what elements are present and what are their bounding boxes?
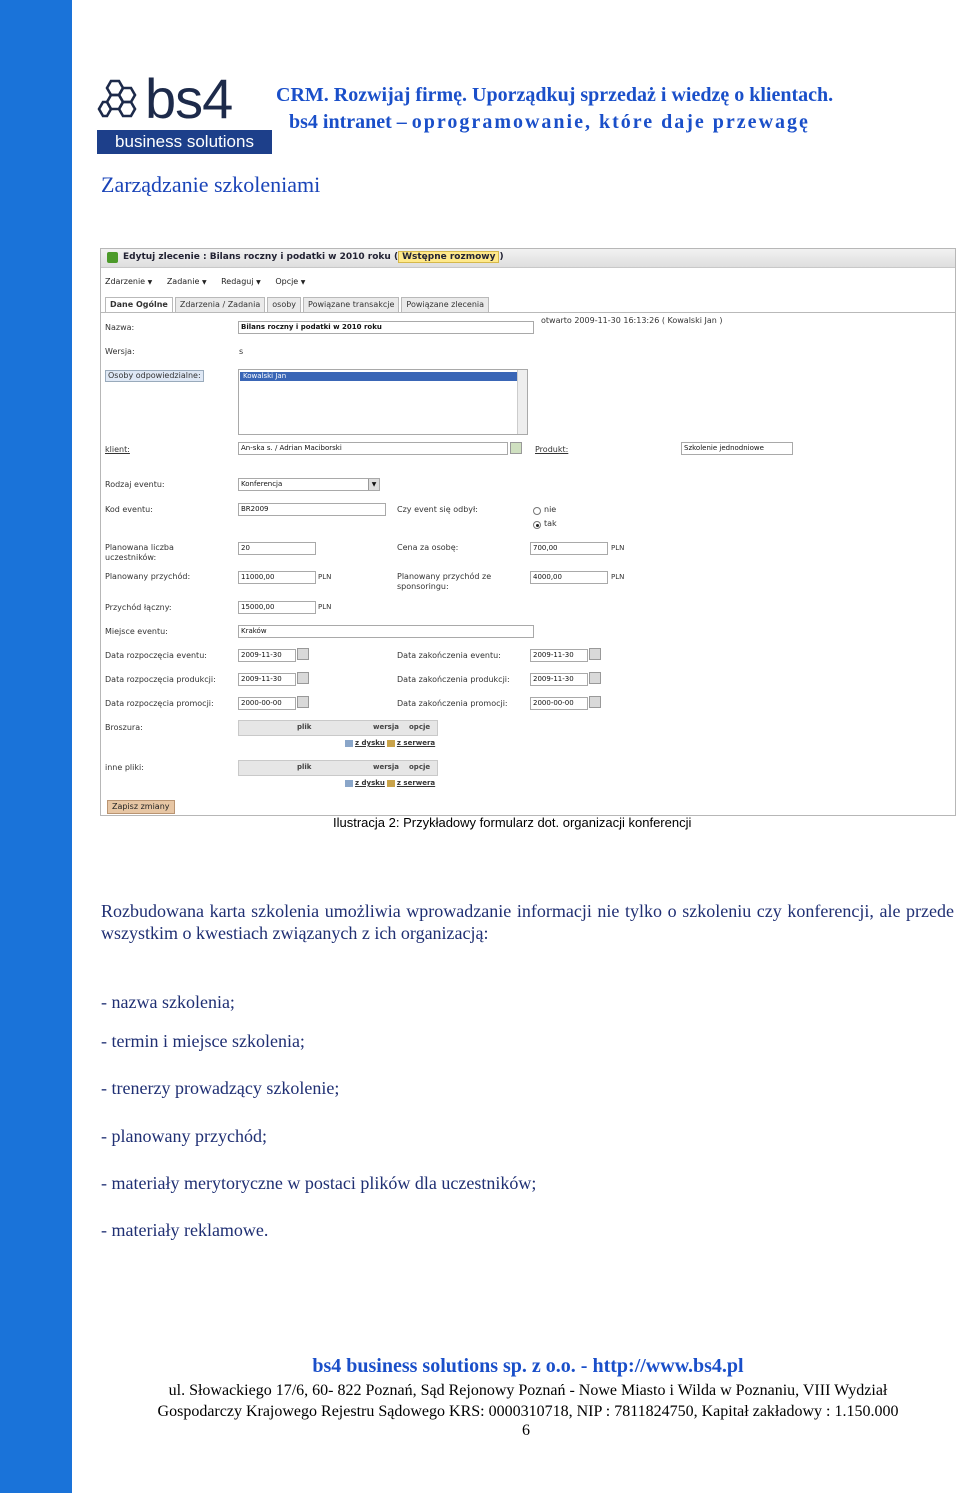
laczny-label: Przychód łączny: <box>105 603 172 612</box>
logo-subtitle: business solutions <box>97 130 272 154</box>
column-plik: plik <box>297 763 312 771</box>
liczba-label-1: Planowana liczba <box>105 543 174 552</box>
list-item: - planowany przychód; <box>101 1126 267 1146</box>
edit-order-icon <box>107 252 118 263</box>
menu-zadanie[interactable]: Zadanie ▼ <box>166 277 207 286</box>
list-item: - materiały merytoryczne w postaci plików dla uczestników; <box>101 1173 537 1193</box>
broszura-file-header <box>238 720 438 736</box>
inne-file-header <box>238 760 438 776</box>
list-item: - materiały reklamowe. <box>101 1220 269 1240</box>
footer-registry: Gospodarczy Krajowego Rejestru Sądowego KRS: 0000310718, NIP : 7811824750, Kapitał zakładowy : 1.150.000 <box>157 1403 899 1420</box>
data-zak-prom-input[interactable]: 2000-00-00 <box>530 697 588 710</box>
upload-from-disk-link[interactable]: z dysku <box>355 739 385 747</box>
klient-label: klient: <box>105 445 130 454</box>
list-item: - nazwa szkolenia; <box>101 992 235 1012</box>
opened-info: otwarto 2009-11-30 16:13:26 ( Kowalski Jan ) <box>541 316 723 325</box>
chevron-down-icon: ▼ <box>147 279 153 286</box>
tagline-crm: CRM. Rozwijaj firmę. Uporządkuj sprzedaż i wiedzę o klientach. <box>276 84 834 106</box>
tab-divider <box>101 312 955 313</box>
calendar-icon[interactable] <box>297 696 309 708</box>
chevron-down-icon: ▼ <box>300 279 306 286</box>
rodzaj-label: Rodzaj eventu: <box>105 480 165 489</box>
cena-currency: PLN <box>611 544 625 552</box>
chevron-down-icon: ▼ <box>201 279 207 286</box>
wersja-value: s <box>239 347 244 356</box>
calendar-icon[interactable] <box>297 648 309 660</box>
disk-icon <box>345 780 353 787</box>
bs4-logo <box>97 67 273 156</box>
calendar-icon[interactable] <box>589 648 601 660</box>
osoby-label: Osoby odpowiedzialne: <box>105 370 204 382</box>
form-title <box>123 252 504 262</box>
form-title-suffix: ) <box>499 252 504 262</box>
broszura-label: Broszura: <box>105 723 143 732</box>
liczba-label-2: uczestników: <box>105 553 157 562</box>
calendar-icon[interactable] <box>589 672 601 684</box>
przychod-currency: PLN <box>318 573 332 581</box>
chevron-down-icon[interactable]: ▼ <box>368 479 379 490</box>
data-zak-prom-label: Data zakończenia promocji: <box>397 699 508 708</box>
sponsor-label-1: Planowany przychód ze <box>397 572 492 581</box>
tab-powiazane-transakcje[interactable]: Powiązane transakcje <box>303 297 399 312</box>
czy-label: Czy event się odbył: <box>397 505 478 514</box>
calendar-icon[interactable] <box>297 672 309 684</box>
stage-select[interactable]: Wstępne rozmowy <box>398 251 499 263</box>
miejsce-label: Miejsce eventu: <box>105 627 168 636</box>
chevron-down-icon: ▼ <box>256 279 261 286</box>
listbox-scrollbar[interactable] <box>517 370 527 434</box>
inne-upload-links <box>343 779 435 787</box>
training-form-screenshot <box>100 248 956 816</box>
save-changes-button[interactable]: Zapisz zmiany <box>107 800 175 814</box>
footer-company: bs4 business solutions sp. z o.o. - http://www.bs4.pl <box>312 1355 744 1377</box>
column-wersja: wersja <box>373 723 399 731</box>
form-title-prefix: Edytuj zlecenie : Bilans roczny i podatki w 2010 roku ( <box>123 252 399 262</box>
tagline-intranet-b: oprogramowanie, które daje przewagę <box>411 111 810 133</box>
kod-input[interactable]: BR2009 <box>238 503 386 516</box>
page-number: 6 <box>522 1422 530 1439</box>
blue-sidebar <box>0 0 72 1493</box>
wersja-label: Wersja: <box>105 347 135 356</box>
przychod-label: Planowany przychód: <box>105 572 191 581</box>
tab-powiazane-zlecenia[interactable]: Powiązane zlecenia <box>401 297 489 312</box>
server-icon <box>387 740 395 747</box>
radio-tak-label: tak <box>544 519 557 528</box>
form-tabs <box>105 297 491 313</box>
upload-from-server-link[interactable]: z serwera <box>396 779 436 787</box>
kod-label: Kod eventu: <box>105 505 153 514</box>
sponsor-label-2: sponsoringu: <box>397 582 449 591</box>
sponsor-currency: PLN <box>611 573 625 581</box>
upload-from-disk-link[interactable]: z dysku <box>355 779 385 787</box>
osoby-listbox[interactable] <box>238 369 528 435</box>
rodzaj-select[interactable]: Konferencja ▼ <box>238 478 380 491</box>
column-plik: plik <box>297 723 312 731</box>
menu-redaguj[interactable]: Redaguj ▼ <box>221 277 261 286</box>
figure-caption: Ilustracja 2: Przykładowy formularz dot. organizacji konferencji <box>333 815 692 830</box>
server-icon <box>387 780 395 787</box>
section-title: Zarządzanie szkoleniami <box>101 172 321 197</box>
laczny-input[interactable]: 15000,00 <box>238 601 316 614</box>
liczba-input[interactable]: 20 <box>238 542 316 555</box>
produkt-label: Produkt: <box>535 445 569 454</box>
tab-osoby[interactable]: osoby <box>267 297 301 312</box>
produkt-input[interactable]: Szkolenie jednodniowe <box>681 442 793 455</box>
cena-label: Cena za osobę: <box>397 543 459 552</box>
sponsor-input[interactable]: 4000,00 <box>530 571 608 584</box>
przychod-input[interactable]: 11000,00 <box>238 571 316 584</box>
logo-wordmark: bs4 <box>145 67 233 130</box>
data-rozp-eventu-input[interactable]: 2009-11-30 <box>238 649 296 662</box>
disk-icon <box>345 740 353 747</box>
intro-paragraph: Rozbudowana karta szkolenia umożliwia wprowadzanie informacji nie tylko o szkoleniu czy konferencji, ale przede wszystkim o kwestiach związanych z ich organizacją: <box>101 901 954 943</box>
data-rozp-prom-input[interactable]: 2000-00-00 <box>238 697 296 710</box>
klient-input[interactable]: An-ska s. / Adrian Maciborski <box>238 442 508 455</box>
data-zak-eventu-input[interactable]: 2009-11-30 <box>530 649 588 662</box>
hexagon-logo-icon <box>97 78 141 122</box>
column-opcje: opcje <box>409 763 431 771</box>
list-item: - termin i miejsce szkolenia; <box>101 1031 305 1051</box>
menu-zdarzenie[interactable]: Zdarzenie ▼ <box>105 277 153 286</box>
miejsce-input[interactable]: Kraków <box>238 625 534 638</box>
data-rozp-eventu-label: Data rozpoczęcia eventu: <box>105 651 207 660</box>
client-card-icon[interactable] <box>510 442 522 454</box>
menu-opcje[interactable]: Opcje ▼ <box>275 277 306 286</box>
data-rozp-prom-label: Data rozpoczęcia promocji: <box>105 699 214 708</box>
broszura-upload-links <box>343 739 435 747</box>
tab-dane-ogolne[interactable]: Dane Ogólne <box>105 297 173 312</box>
tab-zdarzenia-zadania[interactable]: Zdarzenia / Zadania <box>175 297 265 312</box>
calendar-icon[interactable] <box>589 696 601 708</box>
nazwa-label: Nazwa: <box>105 323 135 332</box>
upload-from-server-link[interactable]: z serwera <box>396 739 436 747</box>
tagline-intranet <box>289 111 810 134</box>
radio-nie[interactable] <box>533 507 541 515</box>
nazwa-input[interactable]: Bilans roczny i podatki w 2010 roku <box>238 321 534 334</box>
data-zak-prod-input[interactable]: 2009-11-30 <box>530 673 588 686</box>
form-title-bar <box>101 249 955 268</box>
inne-label: inne pliki: <box>105 763 144 772</box>
form-menubar <box>101 277 313 291</box>
cena-input[interactable]: 700,00 <box>530 542 608 555</box>
radio-tak[interactable] <box>533 521 541 529</box>
footer-address: ul. Słowackiego 17/6, 60- 822 Poznań, Sąd Rejonowy Poznań - Nowe Miasto i Wilda w Poznaniu, VIII Wydział <box>168 1382 888 1399</box>
column-opcje: opcje <box>409 723 431 731</box>
data-zak-eventu-label: Data zakończenia eventu: <box>397 651 501 660</box>
list-item: - trenerzy prowadzący szkolenie; <box>101 1078 340 1098</box>
radio-nie-label: nie <box>544 505 557 514</box>
data-rozp-prod-label: Data rozpoczęcia produkcji: <box>105 675 216 684</box>
data-rozp-prod-input[interactable]: 2009-11-30 <box>238 673 296 686</box>
laczny-currency: PLN <box>318 603 332 611</box>
data-zak-prod-label: Data zakończenia produkcji: <box>397 675 510 684</box>
column-wersja: wersja <box>373 763 399 771</box>
list-item-selected[interactable]: Kowalski Jan <box>240 372 517 381</box>
tagline-intranet-a: bs4 intranet – <box>289 111 407 133</box>
